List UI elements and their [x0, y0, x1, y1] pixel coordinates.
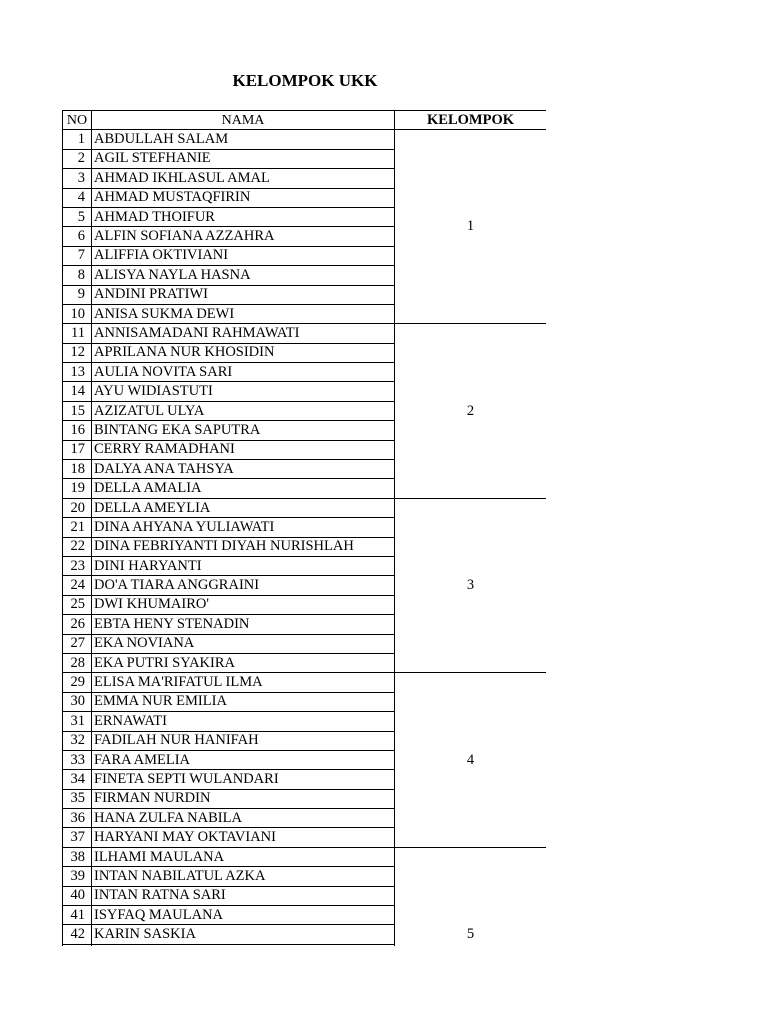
row-number: 10	[63, 304, 92, 323]
member-name: ISYFAQ MAULANA	[92, 906, 395, 925]
member-name: ALISYA NAYLA HASNA	[92, 266, 395, 285]
row-number: 17	[63, 440, 92, 459]
row-number: 15	[63, 401, 92, 420]
row-number: 41	[63, 906, 92, 925]
member-name: DALYA ANA TAHSYA	[92, 460, 395, 479]
row-number: 20	[63, 498, 92, 517]
row-number: 40	[63, 886, 92, 905]
row-number: 24	[63, 576, 92, 595]
row-number: 27	[63, 634, 92, 653]
row-number: 26	[63, 615, 92, 634]
table-row	[63, 498, 547, 517]
header-group: KELOMPOK	[395, 111, 547, 130]
member-name: FARA AMELIA	[92, 750, 395, 769]
row-number: 39	[63, 867, 92, 886]
member-name: KARIN SASKIA	[92, 925, 395, 944]
member-name: DELLA AMEYLIA	[92, 498, 395, 517]
group-number: 1	[395, 130, 547, 324]
row-number: 2	[63, 149, 92, 168]
row-number: 36	[63, 809, 92, 828]
row-number: 25	[63, 595, 92, 614]
row-number: 11	[63, 324, 92, 343]
row-number: 9	[63, 285, 92, 304]
group-table-container	[62, 110, 546, 946]
member-name: EKA PUTRI SYAKIRA	[92, 653, 395, 672]
member-name: ELISA MA'RIFATUL ILMA	[92, 673, 395, 692]
row-number: 38	[63, 847, 92, 866]
row-number: 3	[63, 169, 92, 188]
row-number: 6	[63, 227, 92, 246]
table-row	[63, 847, 547, 866]
group-number: 3	[395, 498, 547, 673]
row-number: 32	[63, 731, 92, 750]
member-name: EBTA HENY STENADIN	[92, 615, 395, 634]
row-number: 13	[63, 363, 92, 382]
row-number: 5	[63, 207, 92, 226]
row-number: 37	[63, 828, 92, 847]
member-name: DELLA AMALIA	[92, 479, 395, 498]
table-header-row	[63, 111, 547, 130]
member-name: FIRMAN NURDIN	[92, 789, 395, 808]
member-name: DINI HARYANTI	[92, 556, 395, 575]
header-name: NAMA	[92, 111, 395, 130]
member-name: ALFIN SOFIANA AZZAHRA	[92, 227, 395, 246]
member-name	[92, 944, 395, 946]
member-name: AHMAD IKHLASUL AMAL	[92, 169, 395, 188]
member-name: AHMAD MUSTAQFIRIN	[92, 188, 395, 207]
member-name: FADILAH NUR HANIFAH	[92, 731, 395, 750]
table-row	[63, 673, 547, 692]
member-name: ILHAMI MAULANA	[92, 847, 395, 866]
row-number: 8	[63, 266, 92, 285]
member-name: AHMAD THOIFUR	[92, 207, 395, 226]
member-name: DWI KHUMAIRO'	[92, 595, 395, 614]
member-name: CERRY RAMADHANI	[92, 440, 395, 459]
group-number: 5	[395, 847, 547, 946]
member-name: ANISA SUKMA DEWI	[92, 304, 395, 323]
row-number: 35	[63, 789, 92, 808]
row-number: 30	[63, 692, 92, 711]
member-name: DINA AHYANA YULIAWATI	[92, 518, 395, 537]
member-name: ANDINI PRATIWI	[92, 285, 395, 304]
page-title: KELOMPOK UKK	[232, 71, 378, 90]
member-name: EMMA NUR EMILIA	[92, 692, 395, 711]
header-no: NO	[63, 111, 92, 130]
row-number: 22	[63, 537, 92, 556]
table-row	[63, 130, 547, 149]
member-name: HANA ZULFA NABILA	[92, 809, 395, 828]
row-number: 23	[63, 556, 92, 575]
member-name: INTAN NABILATUL AZKA	[92, 867, 395, 886]
member-name: AULIA NOVITA SARI	[92, 363, 395, 382]
row-number: 28	[63, 653, 92, 672]
group-table	[62, 110, 546, 946]
group-number: 4	[395, 673, 547, 848]
row-number: 29	[63, 673, 92, 692]
row-number: 14	[63, 382, 92, 401]
row-number: 34	[63, 770, 92, 789]
row-number: 16	[63, 421, 92, 440]
member-name: AGIL STEFHANIE	[92, 149, 395, 168]
member-name: HARYANI MAY OKTAVIANI	[92, 828, 395, 847]
member-name: AYU WIDIASTUTI	[92, 382, 395, 401]
member-name: EKA NOVIANA	[92, 634, 395, 653]
member-name: ERNAWATI	[92, 712, 395, 731]
row-number: 31	[63, 712, 92, 731]
row-number: 42	[63, 925, 92, 944]
member-name: DO'A TIARA ANGGRAINI	[92, 576, 395, 595]
member-name: ABDULLAH SALAM	[92, 130, 395, 149]
table-body	[63, 130, 547, 946]
row-number: 7	[63, 246, 92, 265]
member-name: DINA FEBRIYANTI DIYAH NURISHLAH	[92, 537, 395, 556]
member-name: FINETA SEPTI WULANDARI	[92, 770, 395, 789]
row-number: 18	[63, 460, 92, 479]
row-number: 33	[63, 750, 92, 769]
row-number	[63, 944, 92, 946]
member-name: INTAN RATNA SARI	[92, 886, 395, 905]
row-number: 12	[63, 343, 92, 362]
row-number: 21	[63, 518, 92, 537]
member-name: BINTANG EKA SAPUTRA	[92, 421, 395, 440]
row-number: 19	[63, 479, 92, 498]
table-row	[63, 324, 547, 343]
row-number: 1	[63, 130, 92, 149]
member-name: ANNISAMADANI RAHMAWATI	[92, 324, 395, 343]
member-name: ALIFFIA OKTIVIANI	[92, 246, 395, 265]
group-number: 2	[395, 324, 547, 499]
row-number: 4	[63, 188, 92, 207]
member-name: AZIZATUL ULYA	[92, 401, 395, 420]
member-name: APRILANA NUR KHOSIDIN	[92, 343, 395, 362]
